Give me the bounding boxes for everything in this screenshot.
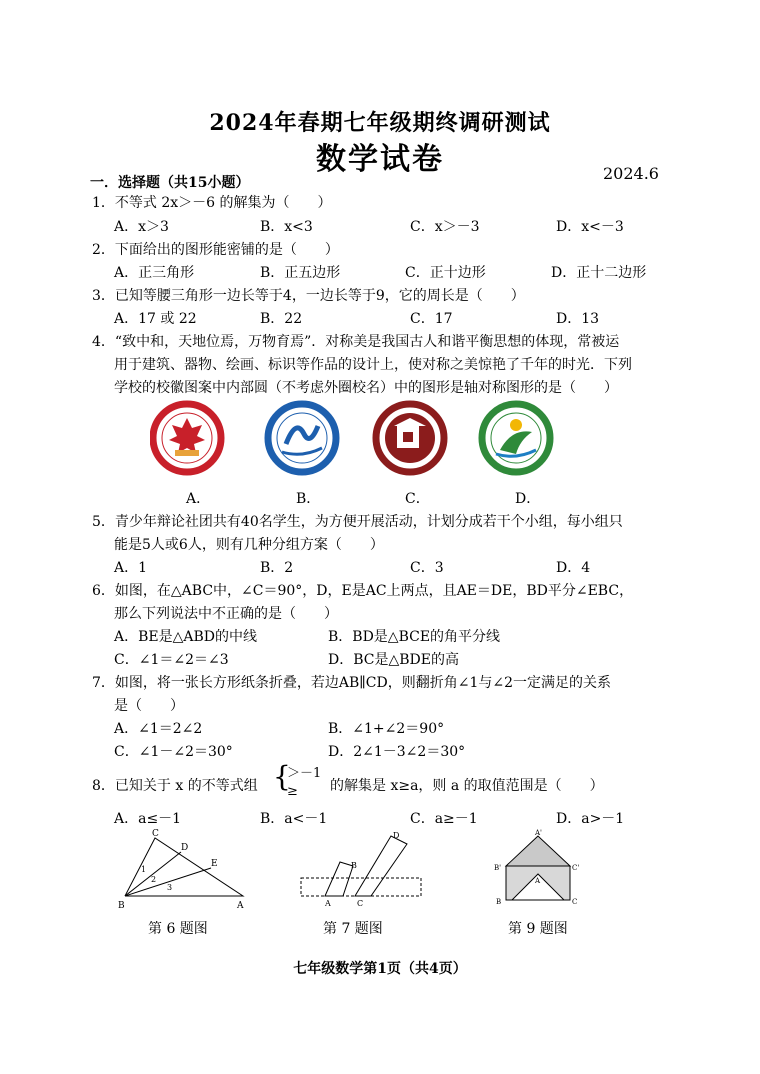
fig9-label-a-prime: A'	[535, 829, 542, 837]
exam-title-line2: 数学试卷	[316, 142, 444, 177]
fig6-label-1: 1	[141, 865, 147, 874]
fig6-label-d: D	[181, 843, 189, 853]
question-1-stem: 1．不等式 2x＞－6 的解集为（ ）	[92, 195, 332, 211]
fig6-label-a: A	[237, 901, 244, 910]
figure-6	[115, 828, 255, 910]
question-4-stem: 4．“致中和，天地位焉，万物育焉”．对称美是我国古人和谐平衡思想的体现，常被运	[92, 334, 620, 350]
q2-option-c: C．正十边形	[405, 265, 486, 281]
logo-b-icon	[268, 404, 336, 472]
q2-option-a: A．正三角形	[114, 265, 195, 281]
q1-option-c: C．x＞－3	[410, 219, 480, 235]
q2-option-b: B．正五边形	[260, 265, 341, 281]
q6-option-b: B．BD是△BCE的角平分线	[328, 629, 501, 645]
page-footer: 七年级数学第1页（共4页）	[293, 961, 467, 977]
figure-7-caption: 第 7 题图	[323, 921, 383, 937]
question-5-stem: 5．青少年辩论社团共有40名学生，为方便开展活动，计划分成若干个小组，每小组只	[92, 514, 623, 530]
q5-option-c: C．3	[410, 560, 444, 576]
fig9-label-a: A	[535, 877, 541, 885]
logo-a-icon	[153, 404, 221, 472]
question-8-stem-suffix: 的解集是 x≥a，则 a 的取值范围是（ ）	[330, 778, 604, 794]
question-7-stem: 7．如图，将一张长方形纸条折叠，若边AB∥CD，则翻折角∠1与∠2一定满足的关系	[92, 675, 611, 691]
q4-option-c: C．	[405, 491, 430, 507]
section-heading: 一．选择题（共15小题）	[90, 175, 250, 191]
question-8-stem-prefix: 8．已知关于 x 的不等式组	[92, 778, 258, 794]
q8-option-c: C．a≥－1	[410, 811, 478, 827]
q7-option-b: B．∠1+∠2＝90°	[328, 721, 445, 737]
q6-option-a: A．BE是△ABD的中线	[114, 629, 258, 645]
system-top: ＞－1	[287, 766, 322, 781]
fig9-label-b-prime: B'	[494, 864, 502, 872]
q8-option-d: D．a>－1	[556, 811, 625, 827]
question-5-line2: 能是5人或6人，则有几种分组方案（ ）	[114, 537, 384, 553]
fig7-label-d: D	[393, 831, 400, 840]
figure-9-caption: 第 9 题图	[508, 921, 568, 937]
fig6-label-3: 3	[167, 883, 173, 892]
q1-option-a: A．x＞3	[114, 219, 169, 235]
q8-option-b: B．a<－1	[260, 811, 328, 827]
system-brace: {	[273, 760, 291, 793]
q3-option-d: D．13	[556, 311, 600, 327]
fig7-label-a: A	[325, 899, 331, 908]
q3-option-c: C．17	[410, 311, 453, 327]
q3-option-b: B．22	[260, 311, 303, 327]
q6-option-c: C．∠1＝∠2＝∠3	[114, 652, 229, 668]
question-2-stem: 2．下面给出的图形能密铺的是（ ）	[92, 242, 339, 258]
question-7-line2: 是（ ）	[114, 698, 184, 714]
q1-option-d: D．x<－3	[556, 219, 624, 235]
fig6-label-2: 2	[151, 875, 157, 884]
system-bottom: ≥	[287, 784, 298, 799]
q5-option-d: D．4	[556, 560, 591, 576]
question-6-stem: 6．如图，在△ABC中，∠C＝90°，D，E是AC上两点，且AE＝DE，BD平分∠EBC，	[92, 583, 634, 599]
fig6-label-b: B	[118, 901, 125, 910]
fig7-label-c: C	[357, 899, 364, 908]
q3-option-a: A．17 或 22	[114, 311, 197, 327]
q6-option-d: D．BC是△BDE的高	[328, 652, 459, 668]
q7-option-a: A．∠1＝2∠2	[114, 721, 203, 737]
logo-d-icon	[482, 404, 550, 472]
q2-option-d: D．正十二边形	[551, 265, 647, 281]
question-4-line3: 学校的校徽图案中内部圆（不考虑外圈校名）中的图形是轴对称图形的是（ ）	[114, 380, 618, 396]
exam-title-line1: 2024年春期七年级期终调研测试	[209, 110, 551, 136]
fig9-label-c: C	[572, 898, 578, 906]
q1-option-b: B．x<3	[260, 219, 313, 235]
q4-option-d: D．	[515, 491, 541, 507]
q4-option-b: B．	[296, 491, 321, 507]
question-6-line2: 那么下列说法中不正确的是（ ）	[114, 606, 338, 622]
figure-9	[490, 828, 590, 910]
figure-6-caption: 第 6 题图	[148, 921, 208, 937]
logo-c-icon	[376, 404, 444, 472]
fig7-label-b: B	[351, 861, 357, 870]
q7-option-c: C．∠1－∠2＝30°	[114, 744, 233, 760]
fig6-label-e: E	[211, 859, 218, 869]
question-4-line2: 用于建筑、器物、绘画、标识等作品的设计上，使对称之美惊艳了千年的时光．下列	[114, 357, 632, 373]
q4-option-a: A．	[186, 491, 211, 507]
figure-7	[295, 828, 445, 912]
q7-option-d: D．2∠1－3∠2＝30°	[328, 744, 466, 760]
q5-option-a: A．1	[114, 560, 148, 576]
q8-option-a: A．a≤－1	[114, 811, 182, 827]
exam-date: 2024.6	[603, 164, 659, 183]
fig6-label-c: C	[152, 829, 159, 839]
school-logos	[150, 398, 570, 478]
fig9-label-b: B	[496, 898, 502, 906]
fig9-label-c-prime: C'	[572, 864, 580, 872]
q5-option-b: B．2	[260, 560, 294, 576]
question-3-stem: 3．已知等腰三角形一边长等于4，一边长等于9，它的周长是（ ）	[92, 288, 525, 304]
